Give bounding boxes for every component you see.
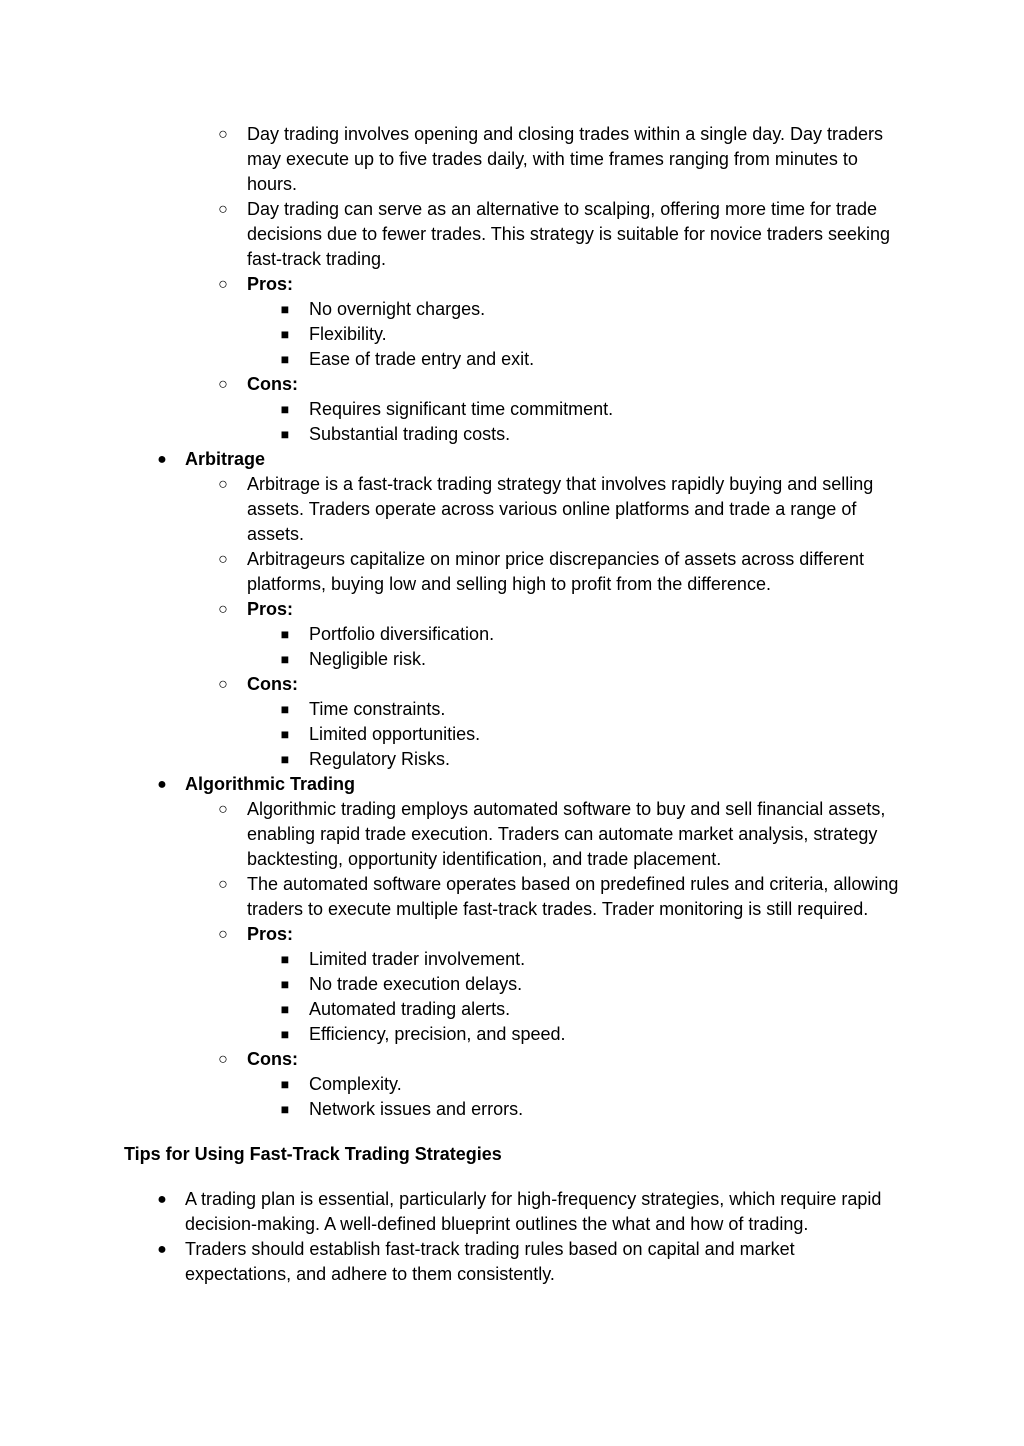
list-item — [0, 722, 1024, 747]
algorithmic-pro: Efficiency, precision, and speed. — [309, 1024, 566, 1044]
arbitrage-pros-label: Pros: — [247, 599, 294, 619]
day-trading-con: Requires significant time commitment. — [309, 399, 614, 419]
list-item — [0, 947, 1024, 972]
square-bullet-icon: ■ — [280, 651, 290, 667]
arbitrage-pro: Negligible risk. — [309, 649, 427, 669]
list-item — [0, 972, 1024, 997]
hollow-circle-bullet-icon: ○ — [218, 551, 228, 568]
hollow-circle-bullet-icon: ○ — [218, 1051, 228, 1068]
arbitrage-description-2: Arbitrageurs capitalize on minor price discrepancies of assets across different platforms, buying low and selling high to profit from the difference. — [247, 549, 864, 594]
list-item — [0, 447, 1024, 472]
list-item — [0, 1047, 1024, 1072]
arbitrage-cons-label: Cons: — [247, 674, 298, 694]
hollow-circle-bullet-icon: ○ — [218, 276, 228, 293]
list-item — [0, 672, 1024, 697]
algorithmic-description-1: Algorithmic trading employs automated software to buy and sell financial assets, enabling rapid trade execution. Traders can automate market analysis, strategy backtesting, opportunity identification, and trade placement. — [247, 799, 886, 869]
day-trading-description-1: Day trading involves opening and closing trades within a single day. Day traders may execute up to five trades daily, with time frames ranging from minutes to hours. — [247, 124, 884, 194]
hollow-circle-bullet-icon: ○ — [218, 476, 228, 493]
algorithmic-con: Network issues and errors. — [309, 1099, 524, 1119]
square-bullet-icon: ■ — [280, 976, 290, 992]
hollow-circle-bullet-icon: ○ — [218, 126, 228, 143]
square-bullet-icon: ■ — [280, 1101, 290, 1117]
list-item — [0, 747, 1024, 772]
algorithmic-trading-title: Algorithmic Trading — [185, 774, 356, 794]
square-bullet-icon: ■ — [280, 751, 290, 767]
algorithmic-pro: Limited trader involvement. — [309, 949, 526, 969]
list-item — [0, 772, 1024, 797]
list-item — [0, 397, 1024, 422]
hollow-circle-bullet-icon: ○ — [218, 601, 228, 618]
arbitrage-description-1: Arbitrage is a fast-track trading strategy that involves rapidly buying and selling assets. Traders operate across various online platforms and trade a range of assets. — [247, 474, 874, 544]
square-bullet-icon: ■ — [280, 326, 290, 342]
list-item — [0, 872, 1024, 922]
list-item — [0, 322, 1024, 347]
algorithmic-con: Complexity. — [309, 1074, 402, 1094]
section-heading: Tips for Using Fast-Track Trading Strategies — [124, 1144, 502, 1164]
list-item — [0, 997, 1024, 1022]
algorithmic-pro: Automated trading alerts. — [309, 999, 511, 1019]
list-item — [0, 372, 1024, 397]
square-bullet-icon: ■ — [280, 626, 290, 642]
square-bullet-icon: ■ — [280, 1076, 290, 1092]
list-item — [0, 1072, 1024, 1097]
square-bullet-icon: ■ — [280, 701, 290, 717]
algorithmic-pros-label: Pros: — [247, 924, 294, 944]
day-trading-pros-label: Pros: — [247, 274, 294, 294]
list-item — [0, 1187, 1024, 1237]
tip-item: A trading plan is essential, particularly for high-frequency strategies, which require rapid decision-making. A well-defined blueprint outlines the what and how of trading. — [185, 1189, 882, 1234]
list-item — [0, 697, 1024, 722]
list-item — [0, 1097, 1024, 1122]
square-bullet-icon: ■ — [280, 951, 290, 967]
square-bullet-icon: ■ — [280, 726, 290, 742]
hollow-circle-bullet-icon: ○ — [218, 801, 228, 818]
day-trading-description-2: Day trading can serve as an alternative to scalping, offering more time for trade decisions due to fewer trades. This strategy is suitable for novice traders seeking fast-track trading. — [247, 199, 890, 269]
hollow-circle-bullet-icon: ○ — [218, 201, 228, 218]
hollow-circle-bullet-icon: ○ — [218, 676, 228, 693]
filled-circle-bullet-icon: ● — [157, 776, 167, 793]
list-item — [0, 547, 1024, 597]
list-item — [0, 647, 1024, 672]
day-trading-cons-label: Cons: — [247, 374, 298, 394]
arbitrage-title: Arbitrage — [185, 449, 266, 469]
arbitrage-con: Limited opportunities. — [309, 724, 481, 744]
list-item — [0, 197, 1024, 272]
list-item — [0, 422, 1024, 447]
list-item — [0, 622, 1024, 647]
day-trading-con: Substantial trading costs. — [309, 424, 511, 444]
square-bullet-icon: ■ — [280, 401, 290, 417]
day-trading-pro: Flexibility. — [309, 324, 387, 344]
arbitrage-con: Regulatory Risks. — [309, 749, 451, 769]
list-item — [0, 1022, 1024, 1047]
square-bullet-icon: ■ — [280, 1001, 290, 1017]
arbitrage-pro: Portfolio diversification. — [309, 624, 495, 644]
hollow-circle-bullet-icon: ○ — [218, 926, 228, 943]
hollow-circle-bullet-icon: ○ — [218, 376, 228, 393]
algorithmic-description-2: The automated software operates based on predefined rules and criteria, allowing traders to execute multiple fast-track trades. Trader monitoring is still required. — [247, 874, 899, 919]
algorithmic-pro: No trade execution delays. — [309, 974, 523, 994]
square-bullet-icon: ■ — [280, 426, 290, 442]
day-trading-pro: Ease of trade entry and exit. — [309, 349, 535, 369]
hollow-circle-bullet-icon: ○ — [218, 876, 228, 893]
square-bullet-icon: ■ — [280, 301, 290, 317]
list-item — [0, 297, 1024, 322]
list-item — [0, 597, 1024, 622]
arbitrage-con: Time constraints. — [309, 699, 446, 719]
square-bullet-icon: ■ — [280, 1026, 290, 1042]
filled-circle-bullet-icon: ● — [157, 1241, 167, 1258]
algorithmic-cons-label: Cons: — [247, 1049, 298, 1069]
document-page — [0, 122, 1024, 1287]
list-item — [0, 797, 1024, 872]
filled-circle-bullet-icon: ● — [157, 451, 167, 468]
list-item — [0, 472, 1024, 547]
list-item — [0, 122, 1024, 197]
list-item — [0, 922, 1024, 947]
day-trading-pro: No overnight charges. — [309, 299, 486, 319]
list-item — [0, 1237, 1024, 1287]
square-bullet-icon: ■ — [280, 351, 290, 367]
list-item — [0, 272, 1024, 297]
tip-item: Traders should establish fast-track trading rules based on capital and market expectations, and adhere to them consistently. — [185, 1239, 795, 1284]
list-item — [0, 347, 1024, 372]
filled-circle-bullet-icon: ● — [157, 1191, 167, 1208]
